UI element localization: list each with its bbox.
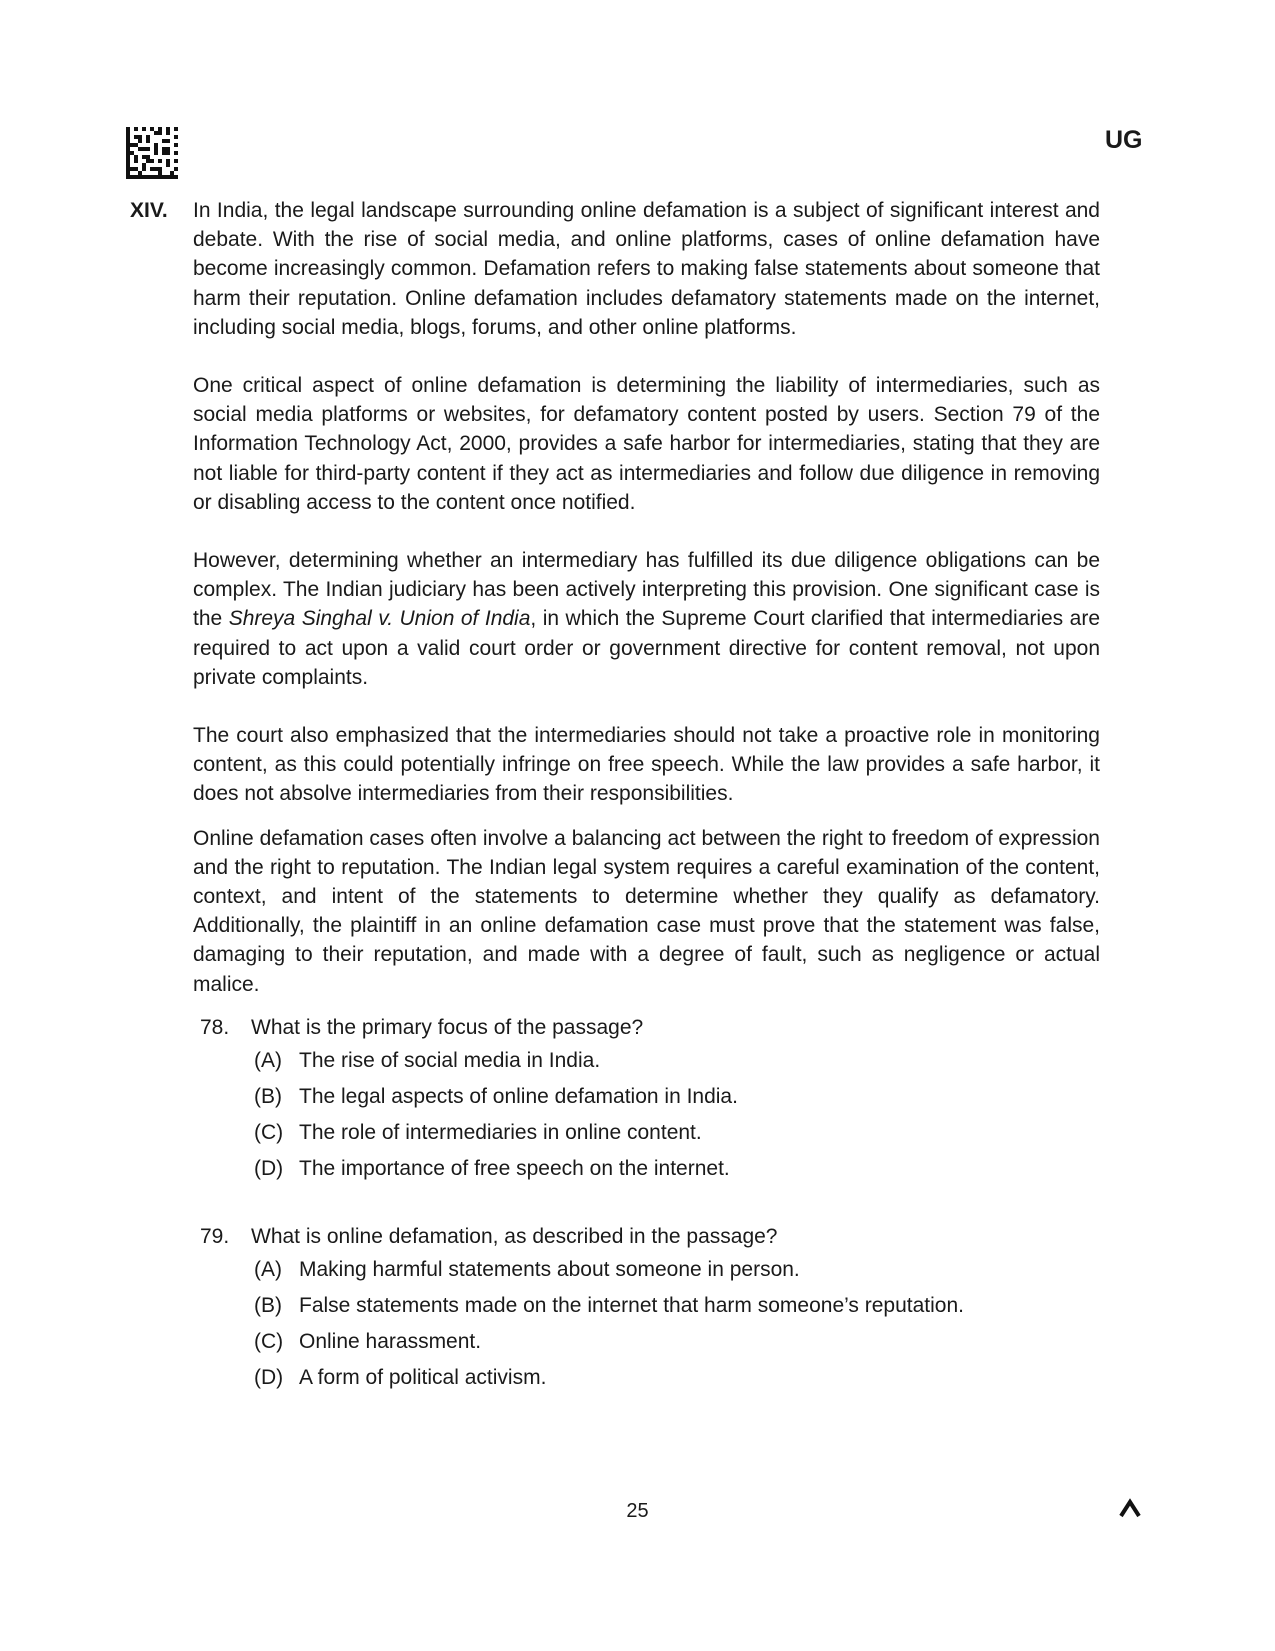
question-78 (200, 1013, 1100, 1187)
qr-code-icon (126, 127, 178, 179)
section-number: XIV. (130, 199, 168, 222)
page-number: 25 (626, 1500, 649, 1522)
option-label: (B) (254, 1294, 282, 1317)
passage-paragraph-2: One critical aspect of online defamation is determining the liability of intermediaries, such as social media platforms or websites, for defamatory content posted by users. Section 79 of the Information Technology Act, 2000, provides a safe harbor for intermediaries, stating that they are not liable for third-party content if they act as intermediaries and follow due diligence in removing or disabling access to the content once notified. (193, 374, 1100, 514)
passage-paragraph-3 (193, 546, 1100, 692)
option-text: The role of intermediaries in online content. (299, 1121, 702, 1144)
paragraph-3-before: However, determining whether an intermediary has fulfilled its due diligence obligations can be complex. The Indian judiciary has been actively interpreting this provision. One significant case is the (193, 549, 1100, 631)
option-b (200, 1079, 1100, 1115)
option-label: (D) (254, 1366, 284, 1389)
passage-paragraph-5: Online defamation cases often involve a balancing act between the right to freedom of expression and the right to reputation. The Indian legal system requires a careful examination of the content, context, and intent of the statements to determine whether they qualify as defamatory. Additionally, the plaintiff in an online defamation case must prove that the statement was false, damaging to their reputation, and made with a degree of fault, such as negligence or actual malice. (193, 826, 1100, 996)
option-label: (B) (254, 1085, 282, 1108)
option-a (200, 1252, 1100, 1288)
option-c (200, 1115, 1100, 1151)
option-label: (C) (254, 1121, 284, 1144)
option-text: The legal aspects of online defamation in India. (299, 1085, 738, 1108)
option-text: A form of political activism. (299, 1366, 547, 1389)
option-label: (A) (254, 1258, 282, 1281)
option-text: False statements made on the internet that harm someone’s reputation. (299, 1294, 964, 1317)
question-text: What is online defamation, as described in the passage? (251, 1225, 778, 1248)
question-79 (200, 1222, 1100, 1396)
series-code: UG (1105, 126, 1143, 154)
option-label: (C) (254, 1330, 284, 1353)
option-text: The importance of free speech on the internet. (299, 1157, 730, 1180)
option-text: Making harmful statements about someone in person. (299, 1258, 800, 1281)
option-label: (A) (254, 1049, 282, 1072)
option-c (200, 1324, 1100, 1360)
caret-up-icon (1118, 1498, 1142, 1518)
question-text: What is the primary focus of the passage? (251, 1016, 644, 1039)
option-text: The rise of social media in India. (299, 1049, 601, 1072)
option-a (200, 1043, 1100, 1079)
option-text: Online harassment. (299, 1330, 482, 1353)
option-label: (D) (254, 1157, 284, 1180)
passage (193, 196, 1100, 999)
case-name: Shreya Singhal v. Union of India (228, 607, 531, 631)
option-d (200, 1151, 1100, 1187)
option-d (200, 1360, 1100, 1396)
passage-paragraph-1: In India, the legal landscape surrounding online defamation is a subject of significant interest and debate. With the rise of social media, and online platforms, cases of online defamation have become increasingly common. Defamation refers to making false statements about someone that harm their reputation. Online defamation includes defamatory statements made on the internet, including social media, blogs, forums, and other online platforms. (193, 199, 1100, 339)
question-number: 78. (200, 1016, 230, 1039)
question-number: 79. (200, 1225, 230, 1248)
paragraph-3-after: , in which the Supreme Court clarified that intermediaries are required to act upon a valid court order or government directive for content removal, not upon private complaints. (193, 607, 1101, 689)
passage-paragraph-4: The court also emphasized that the intermediaries should not take a proactive role in monitoring content, as this could potentially infringe on free speech. While the law provides a safe harbor, it does not absolve intermediaries from their responsibilities. (193, 724, 1100, 806)
option-b (200, 1288, 1100, 1324)
